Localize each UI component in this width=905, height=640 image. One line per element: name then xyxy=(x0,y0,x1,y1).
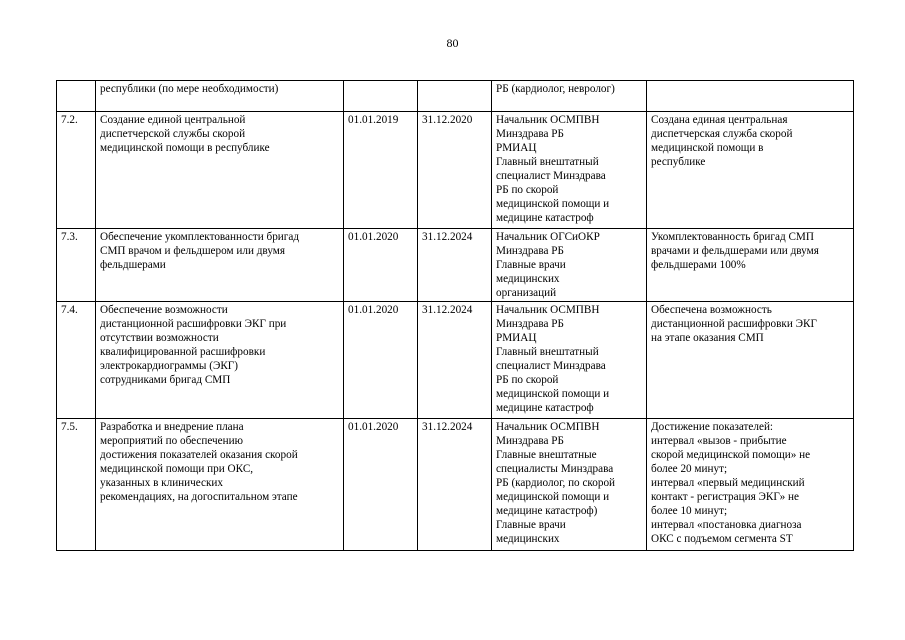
row-result xyxy=(647,81,854,112)
row-result: Создана единая центральная диспетчерская служба скорой медицинской помощи в республике xyxy=(647,112,854,229)
row-description: Разработка и внедрение плана мероприятий по обеспечению достижения показателей оказания скорой медицинской помощи при ОКС, указанных в клинических рекомендациях, на догоспитальном этапе xyxy=(96,419,344,551)
row-start-date: 01.01.2019 xyxy=(344,112,418,229)
row-number xyxy=(57,81,96,112)
row-result: Достижение показателей: интервал «вызов - прибытие скорой медицинской помощи» не более 20 минут; интервал «первый медицинский контакт - регистрация ЭКГ» не более 10 минут; интервал «постановка диагноза ОКС с подъемом сегмента ST xyxy=(647,419,854,551)
row-responsible: Начальник ОСМПВН Минздрава РБ Главные внештатные специалисты Минздрава РБ (кардиолог, по скорой медицинской помощи и медицине катастроф) Главные врачи медицинских xyxy=(492,419,647,551)
row-result: Обеспечена возможность дистанционной расшифровки ЭКГ на этапе оказания СМП xyxy=(647,302,854,419)
row-end-date: 31.12.2024 xyxy=(418,302,492,419)
row-description: Создание единой центральной диспетчерской службы скорой медицинской помощи в республике xyxy=(96,112,344,229)
row-end-date xyxy=(418,81,492,112)
row-start-date xyxy=(344,81,418,112)
row-responsible: Начальник ОСМПВН Минздрава РБ РМИАЦ Главный внештатный специалист Минздрава РБ по скорой медицинской помощи и медицине катастроф xyxy=(492,302,647,419)
row-result: Укомплектованность бригад СМП врачами и фельдшерами или двумя фельдшерами 100% xyxy=(647,229,854,302)
table-row xyxy=(57,112,854,229)
row-responsible: Начальник ОСМПВН Минздрава РБ РМИАЦ Главный внештатный специалист Минздрава РБ по скорой медицинской помощи и медицине катастроф xyxy=(492,112,647,229)
table-row xyxy=(57,302,854,419)
table-row xyxy=(57,229,854,302)
row-end-date: 31.12.2020 xyxy=(418,112,492,229)
row-start-date: 01.01.2020 xyxy=(344,419,418,551)
table-row xyxy=(57,81,854,112)
row-responsible: Начальник ОГСиОКР Минздрава РБ Главные врачи медицинских организаций xyxy=(492,229,647,302)
row-number: 7.2. xyxy=(57,112,96,229)
row-end-date: 31.12.2024 xyxy=(418,419,492,551)
row-number: 7.4. xyxy=(57,302,96,419)
page-number: 80 xyxy=(446,36,459,50)
row-description: республики (по мере необходимости) xyxy=(96,81,344,112)
table-row xyxy=(57,419,854,551)
row-responsible: РБ (кардиолог, невролог) xyxy=(492,81,647,112)
row-end-date: 31.12.2024 xyxy=(418,229,492,302)
plan-table xyxy=(56,80,854,551)
row-number: 7.3. xyxy=(57,229,96,302)
row-number: 7.5. xyxy=(57,419,96,551)
row-start-date: 01.01.2020 xyxy=(344,302,418,419)
row-start-date: 01.01.2020 xyxy=(344,229,418,302)
row-description: Обеспечение укомплектованности бригад СМП врачом и фельдшером или двумя фельдшерами xyxy=(96,229,344,302)
row-description: Обеспечение возможности дистанционной расшифровки ЭКГ при отсутствии возможности квалифицированной расшифровки электрокардиограммы (ЭКГ) сотрудниками бригад СМП xyxy=(96,302,344,419)
